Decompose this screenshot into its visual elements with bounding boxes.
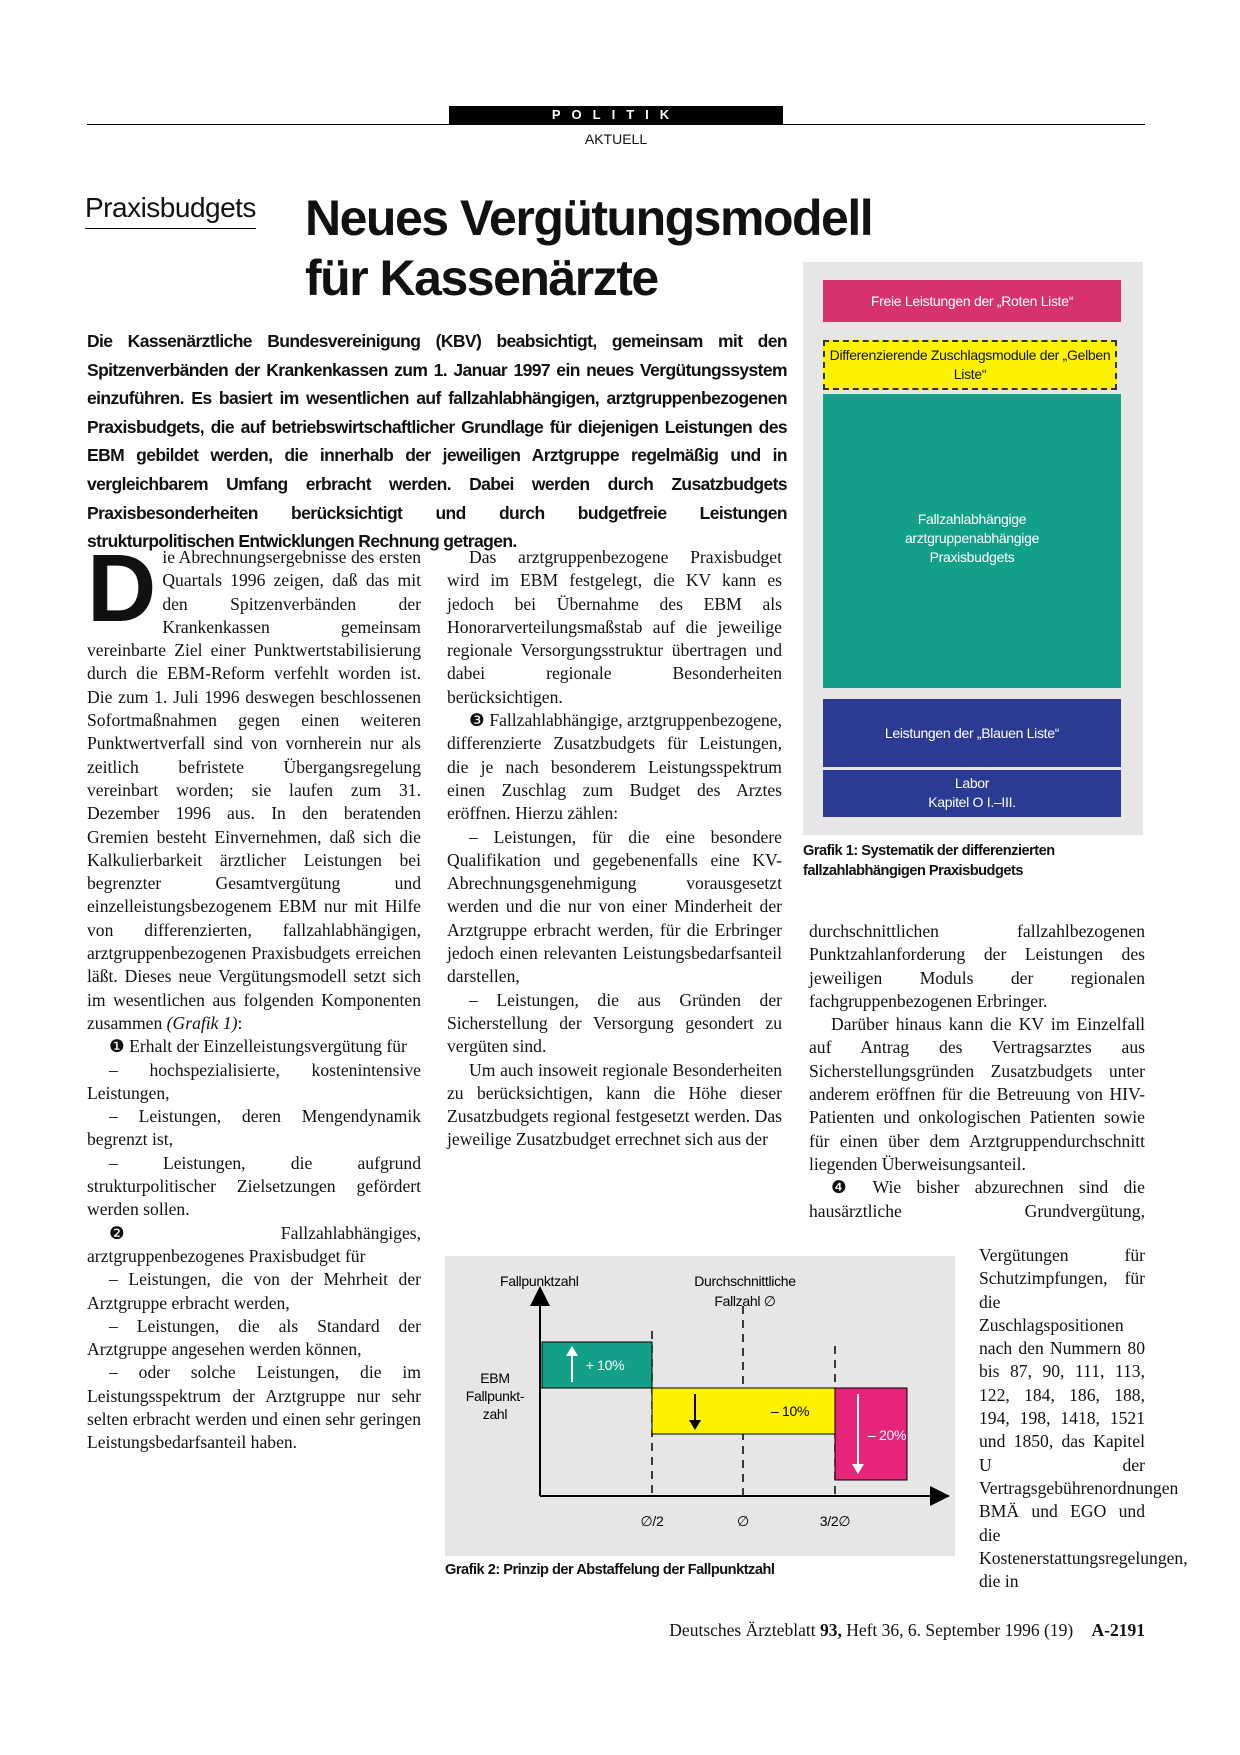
journal-name: Deutsches Ärzteblatt <box>669 1620 816 1640</box>
body-column-2 <box>447 546 782 1152</box>
body-column-1 <box>87 535 421 1455</box>
body-column-3 <box>809 920 1145 1223</box>
paragraph: – oder solche Leistungen, die im Leistungsspektrum der Arztgruppe nur sehr selten erbracht werden und einen sehr geringen Leistungsbedarfsanteil haben. <box>87 1362 421 1453</box>
paragraph: ie Abrechnungsergebnisse des ersten Quartals 1996 zeigen, daß das mit den Spitzenverbänden der Krankenkassen gemeinsam vereinbarte Ziel einer Punktwertstabilisierung durch die EBM-Reform verfehlt worden ist. Die zum 1. Juli 1996 deswegen beschlossenen Sofortmaßnahmen gegen einen weiteren Punktwertverfall sind von vornherein nur als zeitlich befristete Übergangsregelung vereinbart worden; sie laufen zum 31. Dezember 1996 aus. In den beratenden Gremien besteht Einvernehmen, daß sich die Kalkulierbarkeit ärztlicher Leistungen bei begrenzter Gesamtvergütung und einzelleistungsbezogenem EBM nur mit Hilfe von differenzierten, fallzahlabhängigen, arztgruppenbezogenen Praxisbudgets erreichen läßt. Dieses neue Vergütungsmodell setzt sich im wesentlichen aus folgenden Komponenten zusammen <box>87 547 421 1033</box>
figure-1 <box>803 262 1143 835</box>
body-column-3-narrow <box>979 1244 1188 1593</box>
paragraph: durchschnittlichen fallzahlbezogenen Punktzahlanforderung der Leistungen des jeweiligen Moduls der regionalen fachgruppenbezogenen Erbringer. <box>809 921 1145 1011</box>
lead-paragraph: Die Kassenärztliche Bundesvereinigung (KBV) beabsichtigt, gemeinsam mit den Spitzenverbänden der Krankenkassen zum 1. Januar 1997 ein neues Vergütungssystem einzuführen. Es basiert im wesentlichen auf fallzahlabhängigen, arztgruppenbezogenen Praxisbudgets, die auf betriebswirtschaftlicher Grundlage für diejenigen Leistungen des EBM gebildet werden, die innerhalb der jeweiligen Arztgruppe regelmäßig und in vergleichbarem Umfang erbracht werden. Dabei werden durch Zusatzbudgets Praxisbesonderheiten berücksichtigt und durch budgetfreie Leistungen strukturpolitischen Entwicklungen Rechnung getragen. <box>87 331 787 552</box>
figure-2 <box>445 1256 955 1556</box>
lab-chapter-label: Kapitel O I.–III. <box>928 794 1016 810</box>
volume: 93, <box>819 1620 842 1640</box>
ebm-label: zahl <box>482 1406 508 1422</box>
figure-2-caption: Grafik 2: Prinzip der Abstaffelung der Fallpunktzahl <box>445 1562 775 1578</box>
red-list-block: Freie Leistungen der „Roten Liste“ <box>823 280 1121 322</box>
figure-reference: (Grafik 1) <box>166 1012 238 1033</box>
paragraph: Um auch insoweit regionale Besonderheiten zu berücksichtigen, kann die Höhe dieser Zusatzbudgets regional festgesetzt werden. Das jeweilige Zusatzbudget errechnet sich aus der <box>447 1059 782 1150</box>
punctuation: : <box>237 1012 243 1033</box>
tick-label: ∅/2 <box>640 1513 664 1529</box>
practice-budget-block: Fallzahlabhängige arztgruppenabhängige Praxisbudgets <box>823 394 1121 688</box>
paragraph: – Leistungen, die aus Gründen der Sicherstellung der Versorgung gesondert zu vergüten sind. <box>447 989 782 1057</box>
step-label: + 10% <box>585 1357 625 1373</box>
paragraph: ❸ Fallzahlabhängige, arztgruppenbezogene, differenzierte Zusatzbudgets für Leistungen, die je nach besonderem Leistungsspektrum einen Zuschlag zum Budget des Arztes eröffnen. Hierzu zählen: <box>447 710 782 824</box>
ebm-label: Fallpunkt- <box>465 1388 525 1404</box>
yellow-list-block: Differenzierende Zuschlagsmodule der „Gelben Liste“ <box>823 340 1117 390</box>
paragraph: Das arztgruppenbezogene Praxisbudget wird im EBM festgelegt, die KV kann es jedoch bei Übernahme des EBM als Honorarverteilungsmaßstab auf die jeweilige regionale Versorgungsstruktur übertragen und dabei regionale Besonderheiten berücksichtigen. <box>447 547 782 707</box>
paragraph: – Leistungen, für die eine besondere Qualifikation und gegebenenfalls eine KV-Abrechnungsgenehmigung vorausgesetzt werden und die nur von einer Minderheit der Arztgruppe erbracht werden, für die Erbringer jedoch einen relevanten Leistungsbedarfsanteil darstellen, <box>447 826 782 987</box>
dropcap: D <box>87 535 157 642</box>
blue-list-block: Leistungen der „Blauen Liste“ <box>823 699 1121 767</box>
footer <box>590 1620 1145 1641</box>
figure-1-caption: Grafik 1: Systematik der differenzierten fallzahlabhängigen Praxisbudgets <box>803 843 1055 879</box>
lab-label: Labor <box>954 775 990 791</box>
step-label: – 20% <box>867 1427 907 1443</box>
average-label: Fallzahl ∅ <box>714 1293 776 1309</box>
paragraph: Darüber hinaus kann die KV im Einzelfall auf Antrag des Vertragsarztes aus Sicherstellungsgründen Zusatzbudgets unter anderem eröffnen für die Betreuung von HIV-Patienten und onkologischen Patienten sowie für einen über dem Arztgruppendurchschnitt liegenden Überweisungsanteil. <box>809 1014 1145 1174</box>
headline-line-1: Neues Vergütungsmodell <box>305 190 873 246</box>
tick-label: ∅ <box>737 1513 749 1529</box>
section-label: POLITIK <box>449 106 783 124</box>
header-rule <box>87 124 1145 125</box>
ebm-label: EBM <box>480 1370 510 1386</box>
headline-line-2: für Kassenärzte <box>305 250 658 306</box>
issue-info: Heft 36, 6. September 1996 (19) <box>846 1620 1074 1640</box>
y-axis-label: Fallpunktzahl <box>500 1273 579 1289</box>
step-label: – 10% <box>770 1403 810 1419</box>
subsection-label: AKTUELL <box>584 131 648 147</box>
paragraph: – Leistungen, die als Standard der Arztgruppe angesehen werden können, <box>87 1315 421 1360</box>
paragraph: – Leistungen, deren Mengendynamik begrenzt ist, <box>87 1106 421 1150</box>
paragraph: ❷ Fallzahlabhängiges, arztgruppenbezogenes Praxisbudget für <box>87 1222 421 1266</box>
paragraph: ❶ Erhalt der Einzelleistungsvergütung für <box>109 1036 407 1057</box>
tick-label: 3/2∅ <box>819 1513 851 1529</box>
paragraph: – Leistungen, die von der Mehrheit der Arztgruppe erbracht werden, <box>87 1269 421 1313</box>
kicker: Praxisbudgets <box>85 192 256 229</box>
page-number: A-2191 <box>1091 1620 1145 1640</box>
average-label: Durchschnittliche <box>694 1273 796 1289</box>
lab-block <box>823 770 1121 817</box>
paragraph: – hochspezialisierte, kostenintensive Leistungen, <box>87 1059 421 1103</box>
figure-2-svg <box>445 1256 955 1556</box>
paragraph: Vergütungen für Schutzimpfungen, für die Zuschlagspositionen nach den Nummern 80 bis 87, 90, 111, 113, 122, 184, 186, 188, 194, 198, 1418, 1521 und 1850, das Kapitel U der Vertragsgebührenordnungen BMÄ und EGO und die Kostenerstattungsregelungen, die in <box>979 1245 1188 1592</box>
paragraph: – Leistungen, die aufgrund strukturpolitischer Zielsetzungen gefördert werden sollen. <box>87 1152 421 1220</box>
paragraph: ❹ Wie bisher abzurechnen sind die hausärztliche Grundvergütung, <box>809 1177 1145 1221</box>
